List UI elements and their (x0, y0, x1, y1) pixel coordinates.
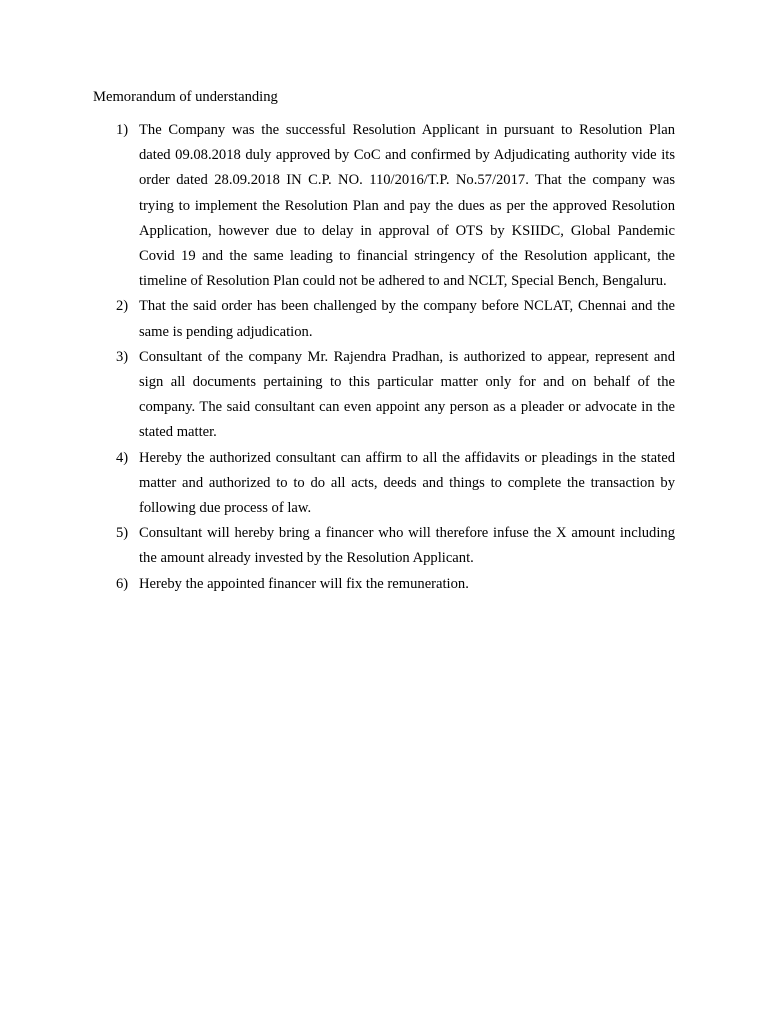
list-item-number: 5) (116, 525, 129, 542)
document-title: Memorandum of understanding (93, 89, 278, 105)
list-item-number: 3) (116, 348, 129, 365)
list-item-text: Hereby the appointed financer will fix the remuneration. (139, 575, 469, 592)
list-item-number: 2) (116, 298, 129, 315)
list-item (93, 572, 675, 597)
list-item-number: 6) (116, 575, 129, 592)
list-item-number: 1) (116, 122, 129, 138)
list-item (93, 118, 675, 294)
list-item-number: 4) (116, 449, 129, 466)
list-item (93, 521, 675, 571)
list-item (93, 446, 675, 522)
list-item-text: Consultant will hereby bring a financer who will therefore infuse the X amount including the amount already invested by the Resolution Applicant. (139, 525, 675, 567)
numbered-list (93, 118, 675, 597)
list-item-text: The Company was the successful Resolution Applicant in pursuant to Resolution Plan dated 09.08.2018 duly approved by CoC and confirmed by Adjudicating authority vide its order dated 28.09.2018 IN C.P. NO. 110/2016/T.P. No.57/2017. That the company was trying to implement the Resolution Plan and pay the dues as per the approved Resolution Application, however due to delay in approval of OTS by KSIIDC, Global Pandemic Covid 19 and the same leading to financial stringency of the Resolution applicant, the timeline of Resolution Plan could not be adhered to and NCLT, Special Bench, Bengaluru. (139, 122, 675, 290)
list-item-text: Consultant of the company Mr. Rajendra Pradhan, is authorized to appear, represent and sign all documents pertaining to this particular matter only for and on behalf of the company. The said consultant can even appoint any person as a pleader or advocate in the stated matter. (139, 348, 675, 441)
list-item-text: That the said order has been challenged by the company before NCLAT, Chennai and the same is pending adjudication. (139, 298, 675, 340)
list-item (93, 294, 675, 344)
list-item-text: Hereby the authorized consultant can affirm to all the affidavits or pleadings in the stated matter and authorized to to do all acts, deeds and things to complete the transaction by following due process of law. (139, 449, 675, 517)
list-item (93, 345, 675, 446)
